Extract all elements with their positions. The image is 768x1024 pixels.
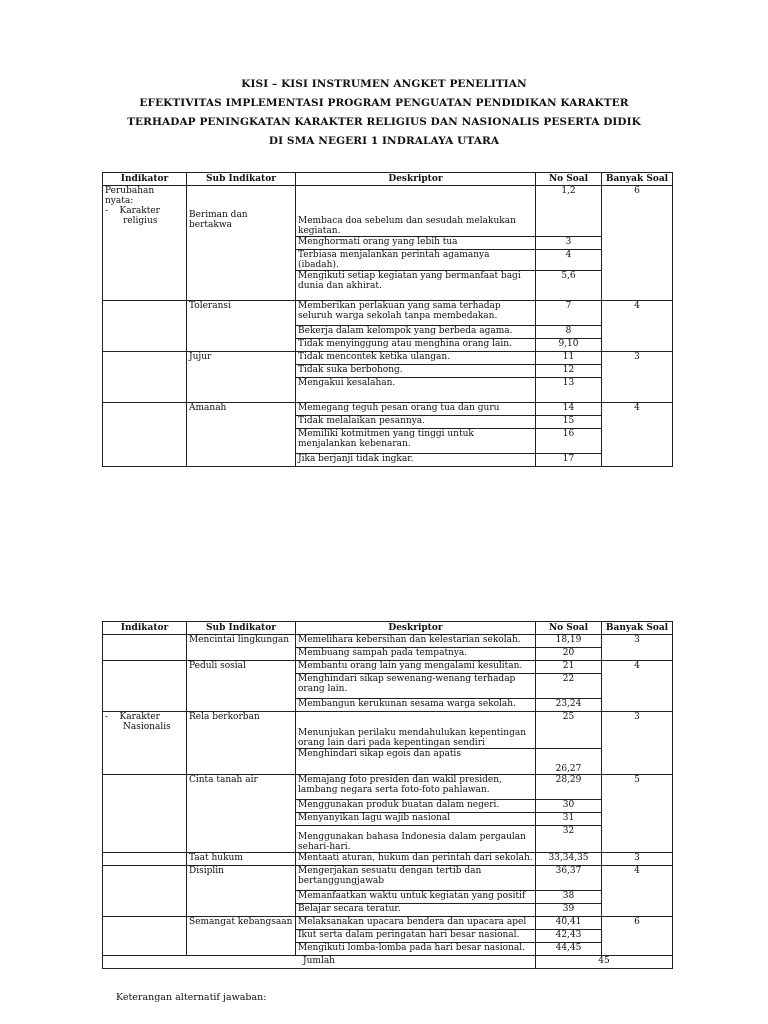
total-row: [103, 956, 673, 969]
deskriptor-cell: Membantu orang lain yang mengalami kesulitan.: [296, 661, 536, 674]
deskriptor-cell: Melaksanakan upacara bendera dan upacara apel: [296, 917, 536, 930]
no-soal-cell: 7: [536, 301, 602, 326]
sub-indikator-cell: Semangat kebangsaan: [187, 917, 296, 956]
deskriptor-cell: Tidak suka berbohong.: [296, 365, 536, 378]
indikator-cell-empty: [103, 301, 187, 352]
sub-indikator-cell: Disiplin: [187, 866, 296, 917]
indikator-cell-empty: [103, 403, 187, 467]
deskriptor-cell: Menghormati orang yang lebih tua: [296, 237, 536, 250]
no-soal-cell: 36,37: [536, 866, 602, 891]
no-soal-cell: 32: [536, 826, 602, 853]
sub-indikator-cell: Toleransi: [187, 301, 296, 352]
indikator-top: Perubahan nyata:: [105, 186, 155, 206]
no-soal-cell: 8: [536, 326, 602, 339]
deskriptor-cell: Membuang sampah pada tempatnya.: [296, 648, 536, 661]
no-soal-cell: 3: [536, 237, 602, 250]
title-line-3: TERHADAP PENINGKATAN KARAKTER RELIGIUS DAN NASIONALIS PESERTA DIDIK: [127, 116, 641, 128]
no-soal-cell: 33,34,35: [536, 853, 602, 866]
no-soal-cell: 16: [536, 429, 602, 454]
no-soal-cell: 13: [536, 378, 602, 403]
indikator-cell: [103, 186, 187, 301]
header-banyak-soal: Banyak Soal: [602, 173, 673, 186]
table-religius: [102, 172, 673, 467]
header-no-soal: No Soal: [536, 622, 602, 635]
deskriptor-cell: Menghindari sikap egois dan apatis: [296, 749, 536, 775]
table-row: [103, 635, 673, 648]
table-row: [103, 301, 673, 326]
indikator-cell-empty: [103, 352, 187, 403]
indikator-cell-empty: [103, 635, 187, 661]
deskriptor-cell: Terbiasa menjalankan perintah agamanya (ibadah).: [296, 250, 536, 271]
deskriptor-cell: Belajar secara teratur.: [296, 904, 536, 917]
sub-indikator-cell: Rela berkorban: [187, 712, 296, 775]
table-row: [103, 352, 673, 365]
indikator-item: - Karakter Nasionalis: [105, 712, 171, 732]
title-line-4: DI SMA NEGERI 1 INDRALAYA UTARA: [268, 135, 500, 147]
deskriptor-cell: Menggunakan produk buatan dalam negeri.: [296, 800, 536, 813]
indikator-item: - Karakter religius: [105, 206, 160, 226]
deskriptor-cell: Memegang teguh pesan orang tua dan guru: [296, 403, 536, 416]
no-soal-cell: 20: [536, 648, 602, 661]
header-deskriptor: Deskriptor: [296, 173, 536, 186]
no-soal-cell: 17: [536, 454, 602, 467]
no-soal-cell: 30: [536, 800, 602, 813]
deskriptor-cell: Tidak menyinggung atau menghina orang lain.: [296, 339, 536, 352]
no-soal-cell: 21: [536, 661, 602, 674]
sub-indikator-cell: Peduli sosial: [187, 661, 296, 712]
header-no-soal: No Soal: [536, 173, 602, 186]
no-soal-cell: 11: [536, 352, 602, 365]
no-soal-cell: 15: [536, 416, 602, 429]
no-soal-cell: 40,41: [536, 917, 602, 930]
no-soal-cell: 22: [536, 674, 602, 699]
banyak-soal-cell: 6: [602, 186, 673, 301]
table-row: [103, 853, 673, 866]
no-soal-cell: 42,43: [536, 930, 602, 943]
sub-indikator-cell: Beriman dan bertakwa: [187, 186, 296, 301]
indikator-cell-empty: [103, 661, 187, 712]
banyak-soal-cell: 3: [602, 712, 673, 775]
table-row: [103, 775, 673, 800]
banyak-soal-cell: 4: [602, 403, 673, 467]
deskriptor-cell: Tidak mencontek ketika ulangan.: [296, 352, 536, 365]
no-soal-cell: 12: [536, 365, 602, 378]
deskriptor-cell: Mengikuti setiap kegiatan yang bermanfaat bagi dunia dan akhirat.: [296, 271, 536, 301]
header-banyak-soal: Banyak Soal: [602, 622, 673, 635]
sub-indikator-cell: Taat hukum: [187, 853, 296, 866]
sub-indikator-cell: Amanah: [187, 403, 296, 467]
deskriptor-cell: Menghindari sikap sewenang-wenang terhadap orang lain.: [296, 674, 536, 699]
banyak-soal-cell: 4: [602, 301, 673, 352]
footer-note: Keterangan alternatif jawaban:: [116, 992, 267, 1003]
banyak-soal-cell: 5: [602, 775, 673, 853]
deskriptor-cell: Mengikuti lomba-lomba pada hari besar nasional.: [296, 943, 536, 956]
no-soal-cell: 18,19: [536, 635, 602, 648]
indikator-cell-empty: [103, 775, 187, 853]
indikator-cell-empty: [103, 866, 187, 917]
total-value: 45: [536, 956, 673, 969]
no-soal-cell: 23,24: [536, 699, 602, 712]
banyak-soal-cell: 4: [602, 866, 673, 917]
sub-indikator-cell: Jujur: [187, 352, 296, 403]
deskriptor-cell: Jika berjanji tidak ingkar.: [296, 454, 536, 467]
sub-indikator-cell: Mencintai lingkungan: [187, 635, 296, 661]
no-soal-cell: 39: [536, 904, 602, 917]
table-row: [103, 403, 673, 416]
table-row: [103, 186, 673, 237]
deskriptor-cell: Bekerja dalam kelompok yang berbeda agama.: [296, 326, 536, 339]
total-label: Jumlah: [103, 956, 536, 969]
no-soal-cell: 14: [536, 403, 602, 416]
header-deskriptor: Deskriptor: [296, 622, 536, 635]
indikator-cell-empty: [103, 853, 187, 866]
deskriptor-cell: Mentaati aturan, hukum dan perintah dari sekolah.: [296, 853, 536, 866]
no-soal-cell: 26,27: [536, 749, 602, 775]
sub-indikator-cell: Cinta tanah air: [187, 775, 296, 853]
table-row: [103, 866, 673, 891]
deskriptor-cell: Memajang foto presiden dan wakil presiden, lambang negara serta foto-foto pahlawan.: [296, 775, 536, 800]
header-sub-indikator: Sub Indikator: [187, 622, 296, 635]
table-row: [103, 917, 673, 930]
deskriptor-cell: Memiliki kotmitmen yang tinggi untuk menjalankan kebenaran.: [296, 429, 536, 454]
deskriptor-cell: Membangun kerukunan sesama warga sekolah.: [296, 699, 536, 712]
header-sub-indikator: Sub Indikator: [187, 173, 296, 186]
title-line-1: KISI – KISI INSTRUMEN ANGKET PENELITIAN: [241, 78, 527, 90]
indikator-cell-empty: [103, 917, 187, 956]
header-indikator: Indikator: [103, 173, 187, 186]
no-soal-cell: 44,45: [536, 943, 602, 956]
no-soal-cell: 4: [536, 250, 602, 271]
no-soal-cell: 38: [536, 891, 602, 904]
no-soal-cell: 9,10: [536, 339, 602, 352]
deskriptor-cell: Mengakui kesalahan.: [296, 378, 536, 403]
table-nasionalis: [102, 621, 673, 969]
banyak-soal-cell: 3: [602, 635, 673, 661]
indikator-cell: [103, 712, 187, 775]
no-soal-cell: 31: [536, 813, 602, 826]
no-soal-cell: 28,29: [536, 775, 602, 800]
deskriptor-cell: Menyanyikan lagu wajib nasional: [296, 813, 536, 826]
table-row: [103, 661, 673, 674]
no-soal-cell: 5,6: [536, 271, 602, 301]
banyak-soal-cell: 4: [602, 661, 673, 712]
deskriptor-cell: Tidak melalaikan pesannya.: [296, 416, 536, 429]
deskriptor-cell: Menunjukan perilaku mendahulukan kepentingan orang lain dari pada kepentingan sendiri: [296, 712, 536, 749]
table-row: [103, 712, 673, 749]
deskriptor-cell: Membaca doa sebelum dan sesudah melakukan kegiatan.: [296, 186, 536, 237]
deskriptor-cell: Memberikan perlakuan yang sama terhadap seluruh warga sekolah tanpa membedakan.: [296, 301, 536, 326]
no-soal-cell: 25: [536, 712, 602, 749]
deskriptor-cell: Memelihara kebersihan dan kelestarian sekolah.: [296, 635, 536, 648]
header-indikator: Indikator: [103, 622, 187, 635]
deskriptor-cell: Mengerjakan sesuatu dengan tertib dan bertanggungjawab: [296, 866, 536, 891]
banyak-soal-cell: 3: [602, 352, 673, 403]
banyak-soal-cell: 3: [602, 853, 673, 866]
banyak-soal-cell: 6: [602, 917, 673, 956]
deskriptor-cell: Menggunakan bahasa Indonesia dalam pergaulan sehari-hari.: [296, 826, 536, 853]
no-soal-cell: 1,2: [536, 186, 602, 237]
deskriptor-cell: Memanfaatkan waktu untuk kegiatan yang positif: [296, 891, 536, 904]
title-line-2: EFEKTIVITAS IMPLEMENTASI PROGRAM PENGUATAN PENDIDIKAN KARAKTER: [139, 97, 629, 109]
deskriptor-cell: Ikut serta dalam peringatan hari besar nasional.: [296, 930, 536, 943]
